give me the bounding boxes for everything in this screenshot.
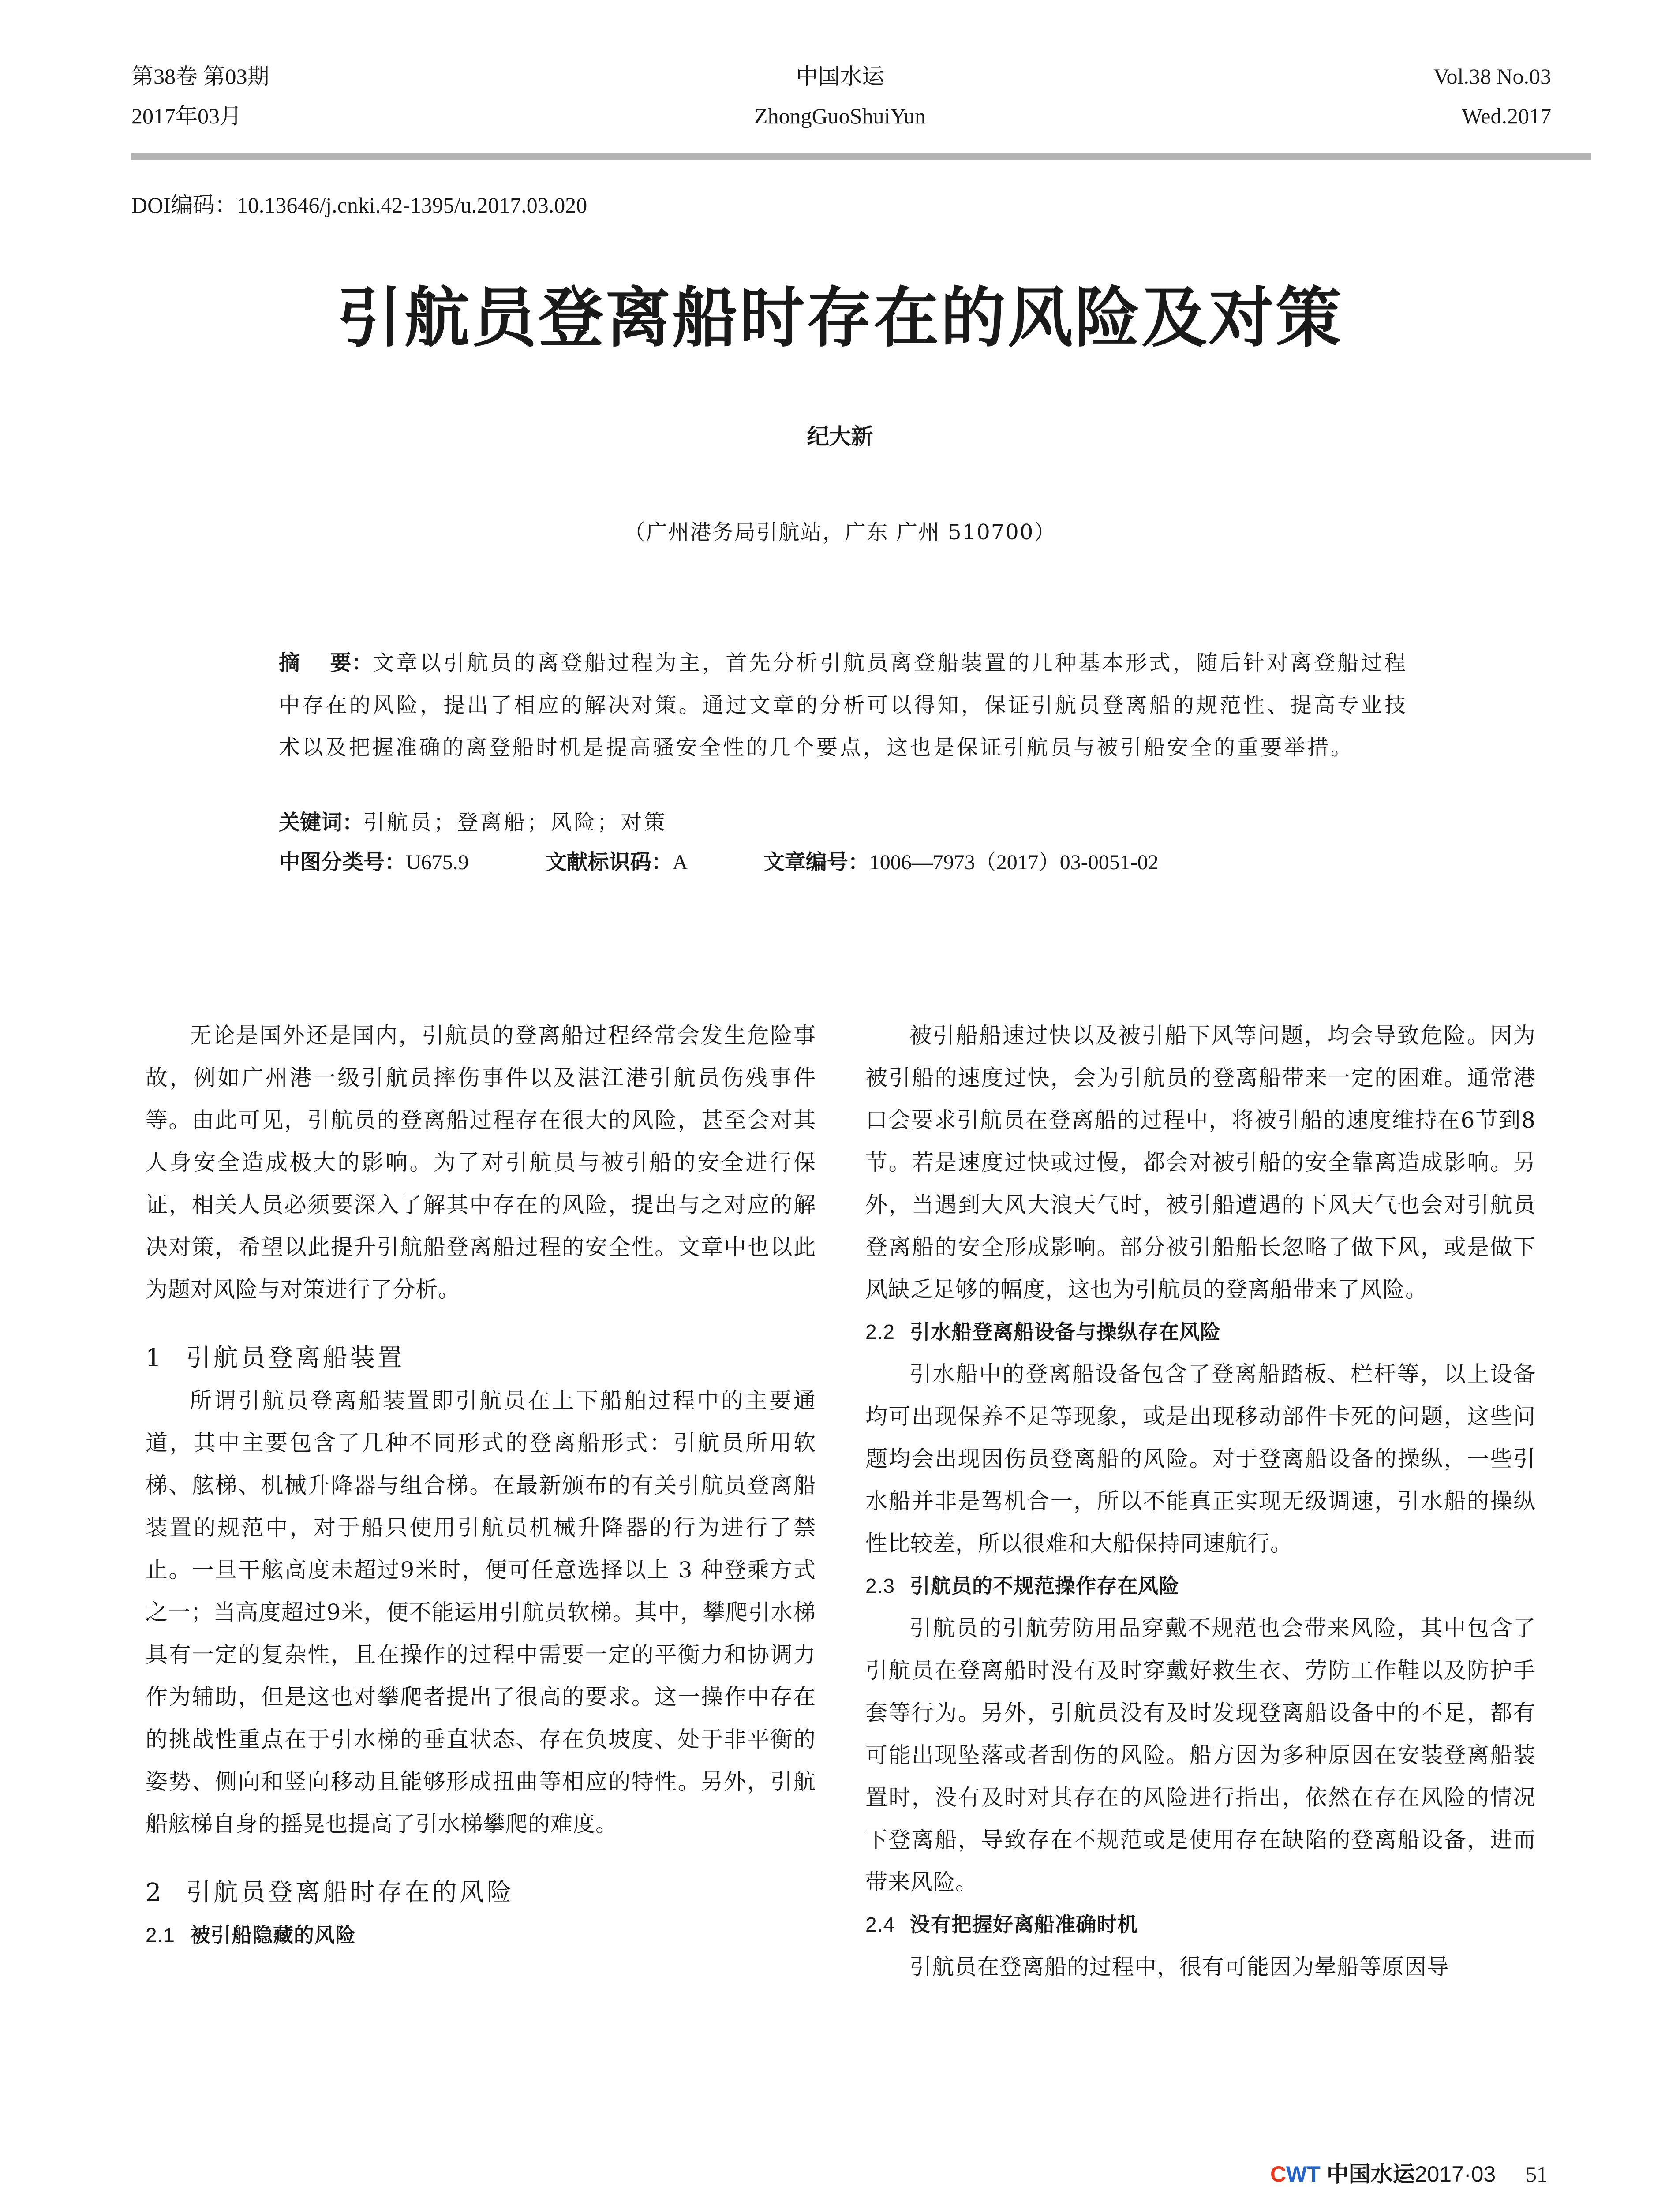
header-vol-no: Vol.38 No.03 xyxy=(1433,64,1551,89)
clc-label: 中图分类号： xyxy=(279,850,406,875)
section-2-3-heading xyxy=(865,1565,1536,1607)
footer xyxy=(1270,2156,1548,2188)
footer-issue: 2017·03 xyxy=(1414,2162,1496,2186)
page-number: 51 xyxy=(1526,2162,1548,2186)
header-issue-date: Wed.2017 xyxy=(1462,104,1551,128)
footer-logo-c: C xyxy=(1270,2162,1287,2186)
section-2-number: 2 xyxy=(146,1878,164,1907)
section-2-title: 引航员登离船时存在的风险 xyxy=(186,1878,514,1907)
doc-code-label: 文献标识码： xyxy=(545,850,673,875)
section-2-3-paragraph: 引航员的引航劳防用品穿戴不规范也会带来风险，其中包含了引航员在登离船时没有及时穿戴好救生衣、劳防工作鞋以及防护手套等行为。另外，引航员没有及时发现登离船设备中的不足，都有可能出现坠落或者刮伤的风险。船方因为多种原因在安装登离船装置时，没有及时对其存在的风险进行指出，依然在存在风险的情况下登离船，导致存在不规范或是使用存在缺陷的登离船设备，进而带来风险。 xyxy=(865,1615,1536,1895)
section-2-3-number: 2.3 xyxy=(865,1574,895,1597)
header-date: 2017年03月 xyxy=(131,104,242,128)
section-2-2-title: 引水船登离船设备与操纵存在风险 xyxy=(909,1320,1221,1344)
footer-logo-wt: WT xyxy=(1286,2162,1321,2186)
keywords-label: 关键词： xyxy=(279,810,364,835)
keywords-text: 引航员；登离船；风险；对策 xyxy=(363,810,668,835)
section-2-4-heading xyxy=(865,1903,1536,1946)
section-2-2-heading xyxy=(865,1311,1536,1353)
article-no-value: 1006—7973（2017）03-0051-02 xyxy=(869,851,1159,874)
section-1-title: 引航员登离船装置 xyxy=(186,1344,405,1372)
keywords xyxy=(279,807,667,838)
doc-code-value: A xyxy=(672,851,687,874)
clc-value: U675.9 xyxy=(406,851,469,874)
section-1-heading xyxy=(146,1337,816,1379)
footer-journal: 中国水运 xyxy=(1326,2161,1415,2187)
section-2-1-paragraph: 被引船船速过快以及被引船下风等问题，均会导致危险。因为被引船的速度过快，会为引航员的登离船带来一定的困难。通常港口会要求引航员在登离船的过程中，将被引船的速度维持在6节到8节。若是速度过快或过慢，都会对被引船的安全靠离造成影响。另外，当遇到大风大浪天气时，被引船遭遇的下风天气也会对引航员登离船的安全形成影响。部分被引船船长忽略了做下风，或是做下风缺乏足够的幅度，这也为引航员的登离船带来了风险。 xyxy=(865,1023,1536,1302)
article-no-label: 文章编号： xyxy=(763,850,869,875)
section-1-paragraph: 所谓引航员登离船装置即引航员在上下船舶过程中的主要通道，其中主要包含了几种不同形式的登离船形式：引航员所用软梯、舷梯、机械升降器与组合梯。在最新颁布的有关引航员登离船装置的规范中，对于船只使用引航员机械升降器的行为进行了禁止。一旦干舷高度未超过9米时，便可任意选择以上 3 种登乘方式之一；当高度超过9米，便不能运用引航员软梯。其中，攀爬引水梯具有一定的复杂性，且在操作的过程中需要一定的平衡力和协调力作为辅助，但是这也对攀爬者提出了很高的要求。这一操作中存在的挑战性重点在于引水梯的垂直状态、存在负坡度、处于非平衡的姿势、侧向和竖向移动且能够形成扭曲等相应的特性。另外，引航船舷梯自身的摇晃也提高了引水梯攀爬的难度。 xyxy=(146,1388,816,1837)
doi: DOI编码：10.13646/j.cnki.42-1395/u.2017.03.020 xyxy=(131,193,587,217)
section-2-2-number: 2.2 xyxy=(865,1320,895,1343)
section-2-heading xyxy=(146,1872,816,1914)
article-title: 引航员登离船时存在的风险及对策 xyxy=(337,279,1343,356)
header-journal-cn: 中国水运 xyxy=(796,64,884,89)
abstract-text: 文章以引航员的离登船过程为主，首先分析引航员离登船装置的几种基本形式，随后针对离登船过程中存在的风险，提出了相应的解决对策。通过文章的分析可以得知，保证引航员登离船的规范性、提高专业技术以及把握准确的离登船时机是提高骚安全性的几个要点，这也是保证引航员与被引船安全的重要举措。 xyxy=(279,650,1408,760)
header-rule xyxy=(131,153,1591,160)
left-column xyxy=(146,1014,816,1956)
section-2-1-title: 被引船隐藏的风险 xyxy=(190,1923,356,1947)
section-2-2-paragraph: 引水船中的登离船设备包含了登离船踏板、栏杆等，以上设备均可出现保养不足等现象，或是出现移动部件卡死的问题，这些问题均会出现因伤员登离船的风险。对于登离船设备的操纵，一些引水船并非是驾机合一，所以不能真正实现无级调速，引水船的操纵性比较差，所以很难和大船保持同速航行。 xyxy=(865,1361,1536,1556)
author: 纪大新 xyxy=(807,424,873,449)
section-2-1-number: 2.1 xyxy=(146,1924,175,1947)
intro-paragraph: 无论是国外还是国内，引航员的登离船过程经常会发生危险事故，例如广州港一级引航员摔伤事件以及湛江港引航员伤残事件等。由此可见，引航员的登离船过程存在很大的风险，甚至会对其人身安全造成极大的影响。为了对引航员与被引船的安全进行保证，相关人员必须要深入了解其中存在的风险，提出与之对应的解决对策，希望以此提升引航船登离船过程的安全性。文章中也以此为题对风险与对策进行了分析。 xyxy=(146,1023,816,1302)
classification-line xyxy=(279,847,1159,878)
abstract xyxy=(279,642,1408,769)
section-2-1-heading xyxy=(146,1914,816,1956)
section-2-4-number: 2.4 xyxy=(865,1913,895,1936)
header-journal-pinyin: ZhongGuoShuiYun xyxy=(754,104,926,128)
section-2-4-title: 没有把握好离船准确时机 xyxy=(909,1913,1138,1936)
affiliation: （广州港务局引航站，广东 广州 510700） xyxy=(624,520,1056,545)
right-column xyxy=(865,1014,1536,1988)
section-1-number: 1 xyxy=(146,1344,164,1372)
section-2-3-title: 引航员的不规范操作存在风险 xyxy=(909,1574,1179,1598)
abstract-label: 摘 要： xyxy=(279,650,373,675)
header-volume: 第38卷 第03期 xyxy=(131,64,269,89)
section-2-4-paragraph: 引航员在登离船的过程中，很有可能因为晕船等原因导 xyxy=(909,1954,1449,1980)
